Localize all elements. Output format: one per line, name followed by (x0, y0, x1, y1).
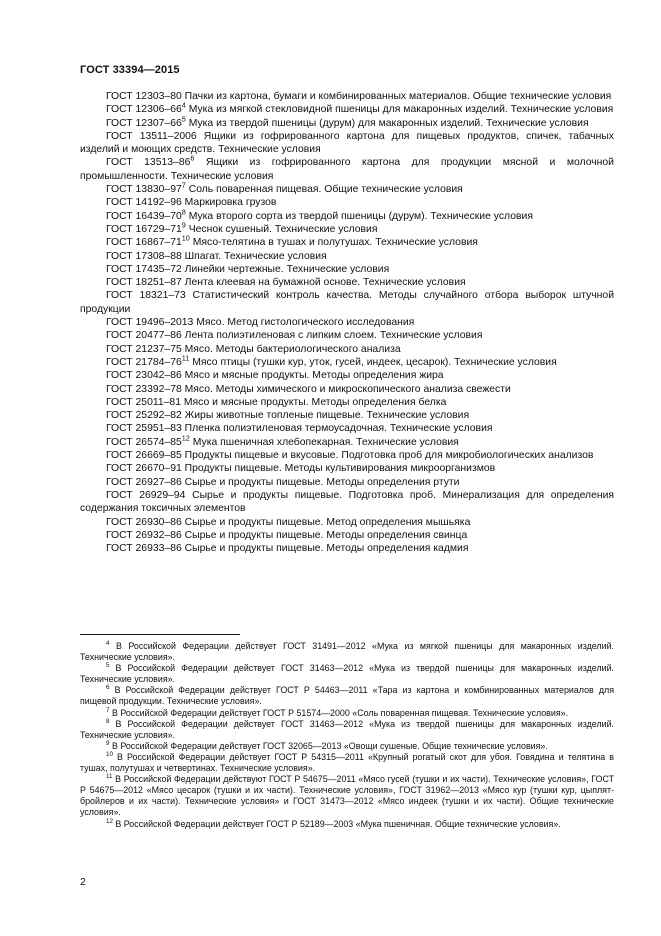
footnote-marker: 9 (181, 220, 186, 230)
reference-title: Шпагат. Технические условия (184, 250, 327, 262)
reference-entry (80, 542, 614, 555)
page-number: 2 (80, 877, 86, 888)
reference-title: Сырье и продукты пищевые. Метод определения мышьяка (184, 516, 471, 528)
reference-entry (80, 289, 614, 316)
footnote-text: В Российской Федерации действуют ГОСТ Р 54675—2011 «Мясо гусей (тушки и их части). Технические условия», ГОСТ Р 54675—2012 «Мясо цесарок (тушки и их части). Технические условия», ГОСТ 31962—2013 «Мясо кур (тушки кур, цыплят-бройлеров и их части). Технические условия» и ГОСТ 31473—2012 «Мясо индеек (тушки и их части). Общие технические условия». (80, 774, 615, 818)
footnote-number: 10 (106, 750, 113, 758)
footnote-text: В Российской Федерации действует ГОСТ Р 54463—2011 «Тара из картона и комбинированных материалов для пищевой продукции. Технические условия». (80, 685, 614, 707)
footnote (80, 719, 614, 741)
reference-code: ГОСТ 12303–80 (106, 91, 182, 102)
reference-entry (80, 409, 614, 422)
reference-entry (80, 369, 614, 382)
footnote-marker: 6 (190, 154, 195, 164)
footnote-number: 8 (106, 717, 110, 725)
reference-title: Ящики из гофрированного картона для пищевых продуктов, спичек, табачных изделий и моющих средств. Технические условия (80, 130, 614, 156)
reference-entry (80, 250, 614, 263)
reference-entry (80, 90, 614, 103)
reference-entry (80, 343, 614, 356)
reference-code: ГОСТ 26930–86 (106, 516, 182, 528)
reference-entry (80, 449, 614, 462)
footnote-number: 5 (106, 662, 110, 670)
footnote (80, 708, 614, 719)
footnote-text: В Российской Федерации действует ГОСТ 31491—2012 «Мука из мягкой пшеницы для макаронных изделий. Технические условия». (80, 641, 614, 663)
reference-title: Пачки из картона, бумаги и комбинированных материалов. Общие технические условия (184, 91, 612, 102)
reference-title: Сырье и продукты пищевые. Методы определения кадмия (184, 543, 469, 555)
reference-entry (80, 396, 614, 409)
footnote-marker: 4 (181, 100, 186, 110)
reference-title: Линейки чертежные. Технические условия (184, 263, 390, 275)
reference-title: Мясо. Метод гистологического исследования (196, 317, 415, 329)
footnote (80, 741, 614, 752)
reference-code: ГОСТ 23392–78 (106, 383, 182, 395)
reference-entry (80, 263, 614, 276)
reference-title: Мука второго сорта из твердой пшеницы (дурум). Технические условия (188, 210, 533, 222)
reference-code: ГОСТ 20477–86 (106, 330, 182, 342)
reference-title: Продукты пищевые и вкусовые. Подготовка проб для микробиологических анализов (184, 450, 594, 462)
reference-code: ГОСТ 16439–70 (106, 210, 182, 222)
footnote-text: В Российской Федерации действует ГОСТ 32065—2013 «Овощи сушеные. Общие технические условия». (111, 740, 548, 751)
reference-title: Мука пшеничная хлебопекарная. Технические условия (192, 436, 459, 448)
normative-references-list (80, 90, 614, 555)
reference-entry (80, 207, 614, 223)
reference-code: ГОСТ 21784–76 (106, 356, 182, 368)
footnote (80, 752, 614, 774)
footnote-number: 6 (106, 684, 110, 692)
reference-code: ГОСТ 26933–86 (106, 543, 182, 555)
reference-code: ГОСТ 14192–96 (106, 197, 182, 209)
reference-title: Лента клеевая на бумажной основе. Технические условия (184, 277, 466, 289)
reference-title: Пленка полиэтиленовая термоусадочная. Технические условия (184, 423, 493, 435)
footnote-number: 11 (106, 773, 113, 781)
reference-title: Сырье и продукты пищевые. Методы определения свинца (184, 529, 468, 541)
reference-title: Ящики из гофрированного картона для продукции мясной и молочной промышленности. Технические условия (80, 157, 614, 182)
reference-code: ГОСТ 13830–97 (106, 184, 182, 196)
reference-entry (80, 130, 614, 157)
reference-title: Мясо птицы (тушки кур, уток, гусей, индеек, цесарок). Технические условия (192, 356, 557, 368)
reference-title: Мука из твердой пшеницы (дурум) для макаронных изделий. Технические условия (188, 117, 589, 129)
footnote-marker: 11 (181, 353, 190, 363)
reference-entry (80, 489, 614, 516)
reference-code: ГОСТ 17308–88 (106, 250, 182, 262)
reference-code: ГОСТ 23042–86 (106, 370, 182, 382)
reference-entry (80, 329, 614, 342)
reference-code: ГОСТ 13511–2006 (106, 130, 197, 142)
reference-code: ГОСТ 25292–82 (106, 410, 182, 422)
footnote-marker: 7 (181, 180, 186, 190)
footnote-text: В Российской Федерации действует ГОСТ 31463—2012 «Мука из твердой пшеницы для макаронных изделий. Технические условия». (80, 718, 614, 740)
reference-code: ГОСТ 26669–85 (106, 450, 182, 462)
footnote-marker: 5 (181, 114, 186, 124)
reference-title: Жиры животные топленые пищевые. Технические условия (184, 410, 470, 422)
reference-entry (80, 196, 614, 209)
reference-code: ГОСТ 16867–71 (106, 237, 182, 249)
footnote (80, 663, 614, 685)
reference-title: Мясо и мясные продукты. Методы определения жира (184, 370, 444, 382)
footnote (80, 774, 614, 818)
reference-title: Мясо и мясные продукты. Методы определения белка (183, 396, 447, 408)
reference-entry (80, 233, 614, 249)
reference-entry (80, 529, 614, 542)
footnote (80, 819, 614, 830)
reference-title: Соль поваренная пищевая. Общие технические условия (188, 184, 463, 196)
reference-title: Статистический контроль качества. Методы случайного отбора выборок штучной продукции (80, 290, 615, 315)
reference-entry (80, 180, 614, 196)
reference-code: ГОСТ 25011–81 (106, 396, 181, 408)
reference-title: Мясо. Методы бактериологического анализа (184, 343, 401, 355)
reference-code: ГОСТ 26670–91 (106, 463, 182, 475)
reference-code: ГОСТ 18321–73 (106, 290, 186, 302)
reference-entry (80, 156, 614, 183)
reference-code: ГОСТ 13513–86 (106, 157, 191, 169)
footnote-separator (80, 634, 240, 635)
reference-entry (80, 353, 614, 369)
reference-entry (80, 114, 614, 130)
reference-code: ГОСТ 17435–72 (106, 263, 182, 275)
footnote-text: В Российской Федерации действует ГОСТ Р 51574—2000 «Соль поваренная пищевая. Технические условия». (111, 707, 569, 718)
footnote-marker: 8 (181, 207, 186, 217)
reference-title: Мука из мягкой стекловидной пшеницы для макаронных изделий. Технические условия (188, 104, 614, 116)
footnote-number: 12 (106, 817, 113, 825)
reference-entry (80, 422, 614, 435)
footnote-number: 7 (106, 706, 110, 714)
reference-title: Мясо. Методы химического и микроскопического анализа свежести (184, 383, 511, 395)
reference-code: ГОСТ 26929–94 (106, 489, 186, 501)
reference-entry (80, 433, 614, 449)
reference-title: Мясо-телятина в тушах и полутушах. Технические условия (192, 237, 478, 249)
reference-entry (80, 316, 614, 329)
footnote (80, 685, 614, 707)
reference-entry (80, 462, 614, 475)
document-header: ГОСТ 33394—2015 (80, 64, 180, 76)
reference-code: ГОСТ 19496–2013 (106, 317, 194, 329)
footnotes-list (80, 641, 614, 830)
reference-title: Сырье и продукты пищевые. Подготовка проб. Минерализация для определения содержания токсичных элементов (80, 489, 615, 515)
reference-title: Продукты пищевые. Методы культивирования микроорганизмов (184, 463, 496, 475)
reference-code: ГОСТ 18251–87 (106, 277, 182, 289)
reference-title: Чеснок сушеный. Технические условия (188, 223, 378, 235)
footnote-number: 9 (106, 739, 110, 747)
reference-entry (80, 516, 614, 529)
reference-entry (80, 383, 614, 396)
reference-code: ГОСТ 21237–75 (106, 343, 182, 355)
reference-title: Сырье и продукты пищевые. Методы определения ртути (184, 476, 460, 488)
reference-code: ГОСТ 12307–66 (106, 117, 182, 129)
reference-code: ГОСТ 25951–83 (106, 423, 182, 435)
reference-code: ГОСТ 26574–85 (106, 436, 182, 448)
reference-title: Маркировка грузов (184, 197, 277, 209)
reference-code: ГОСТ 26927–86 (106, 476, 182, 488)
footnote-number: 4 (106, 640, 110, 648)
reference-entry (80, 220, 614, 236)
footnote-marker: 10 (181, 233, 190, 243)
footnote-marker: 12 (181, 433, 190, 443)
reference-code: ГОСТ 26932–86 (106, 529, 182, 541)
footnote-text: В Российской Федерации действует ГОСТ 31463—2012 «Мука из твердой пшеницы для макаронных изделий. Технические условия». (80, 663, 614, 685)
reference-title: Лента полиэтиленовая с липким слоем. Технические условия (184, 330, 483, 342)
footnote-text: В Российской Федерации действует ГОСТ Р 52189—2003 «Мука пшеничная. Общие технические условия». (115, 818, 561, 829)
reference-entry (80, 476, 614, 489)
reference-code: ГОСТ 12306–66 (106, 104, 182, 116)
footnote (80, 641, 614, 663)
footnote-text: В Российской Федерации действует ГОСТ Р 54315—2011 «Крупный рогатый скот для убоя. Говядина и телятина в тушах, полутушах и четвертинах. Технические условия». (80, 751, 615, 774)
reference-code: ГОСТ 16729–71 (106, 223, 182, 235)
reference-entry (80, 100, 614, 116)
reference-entry (80, 276, 614, 289)
